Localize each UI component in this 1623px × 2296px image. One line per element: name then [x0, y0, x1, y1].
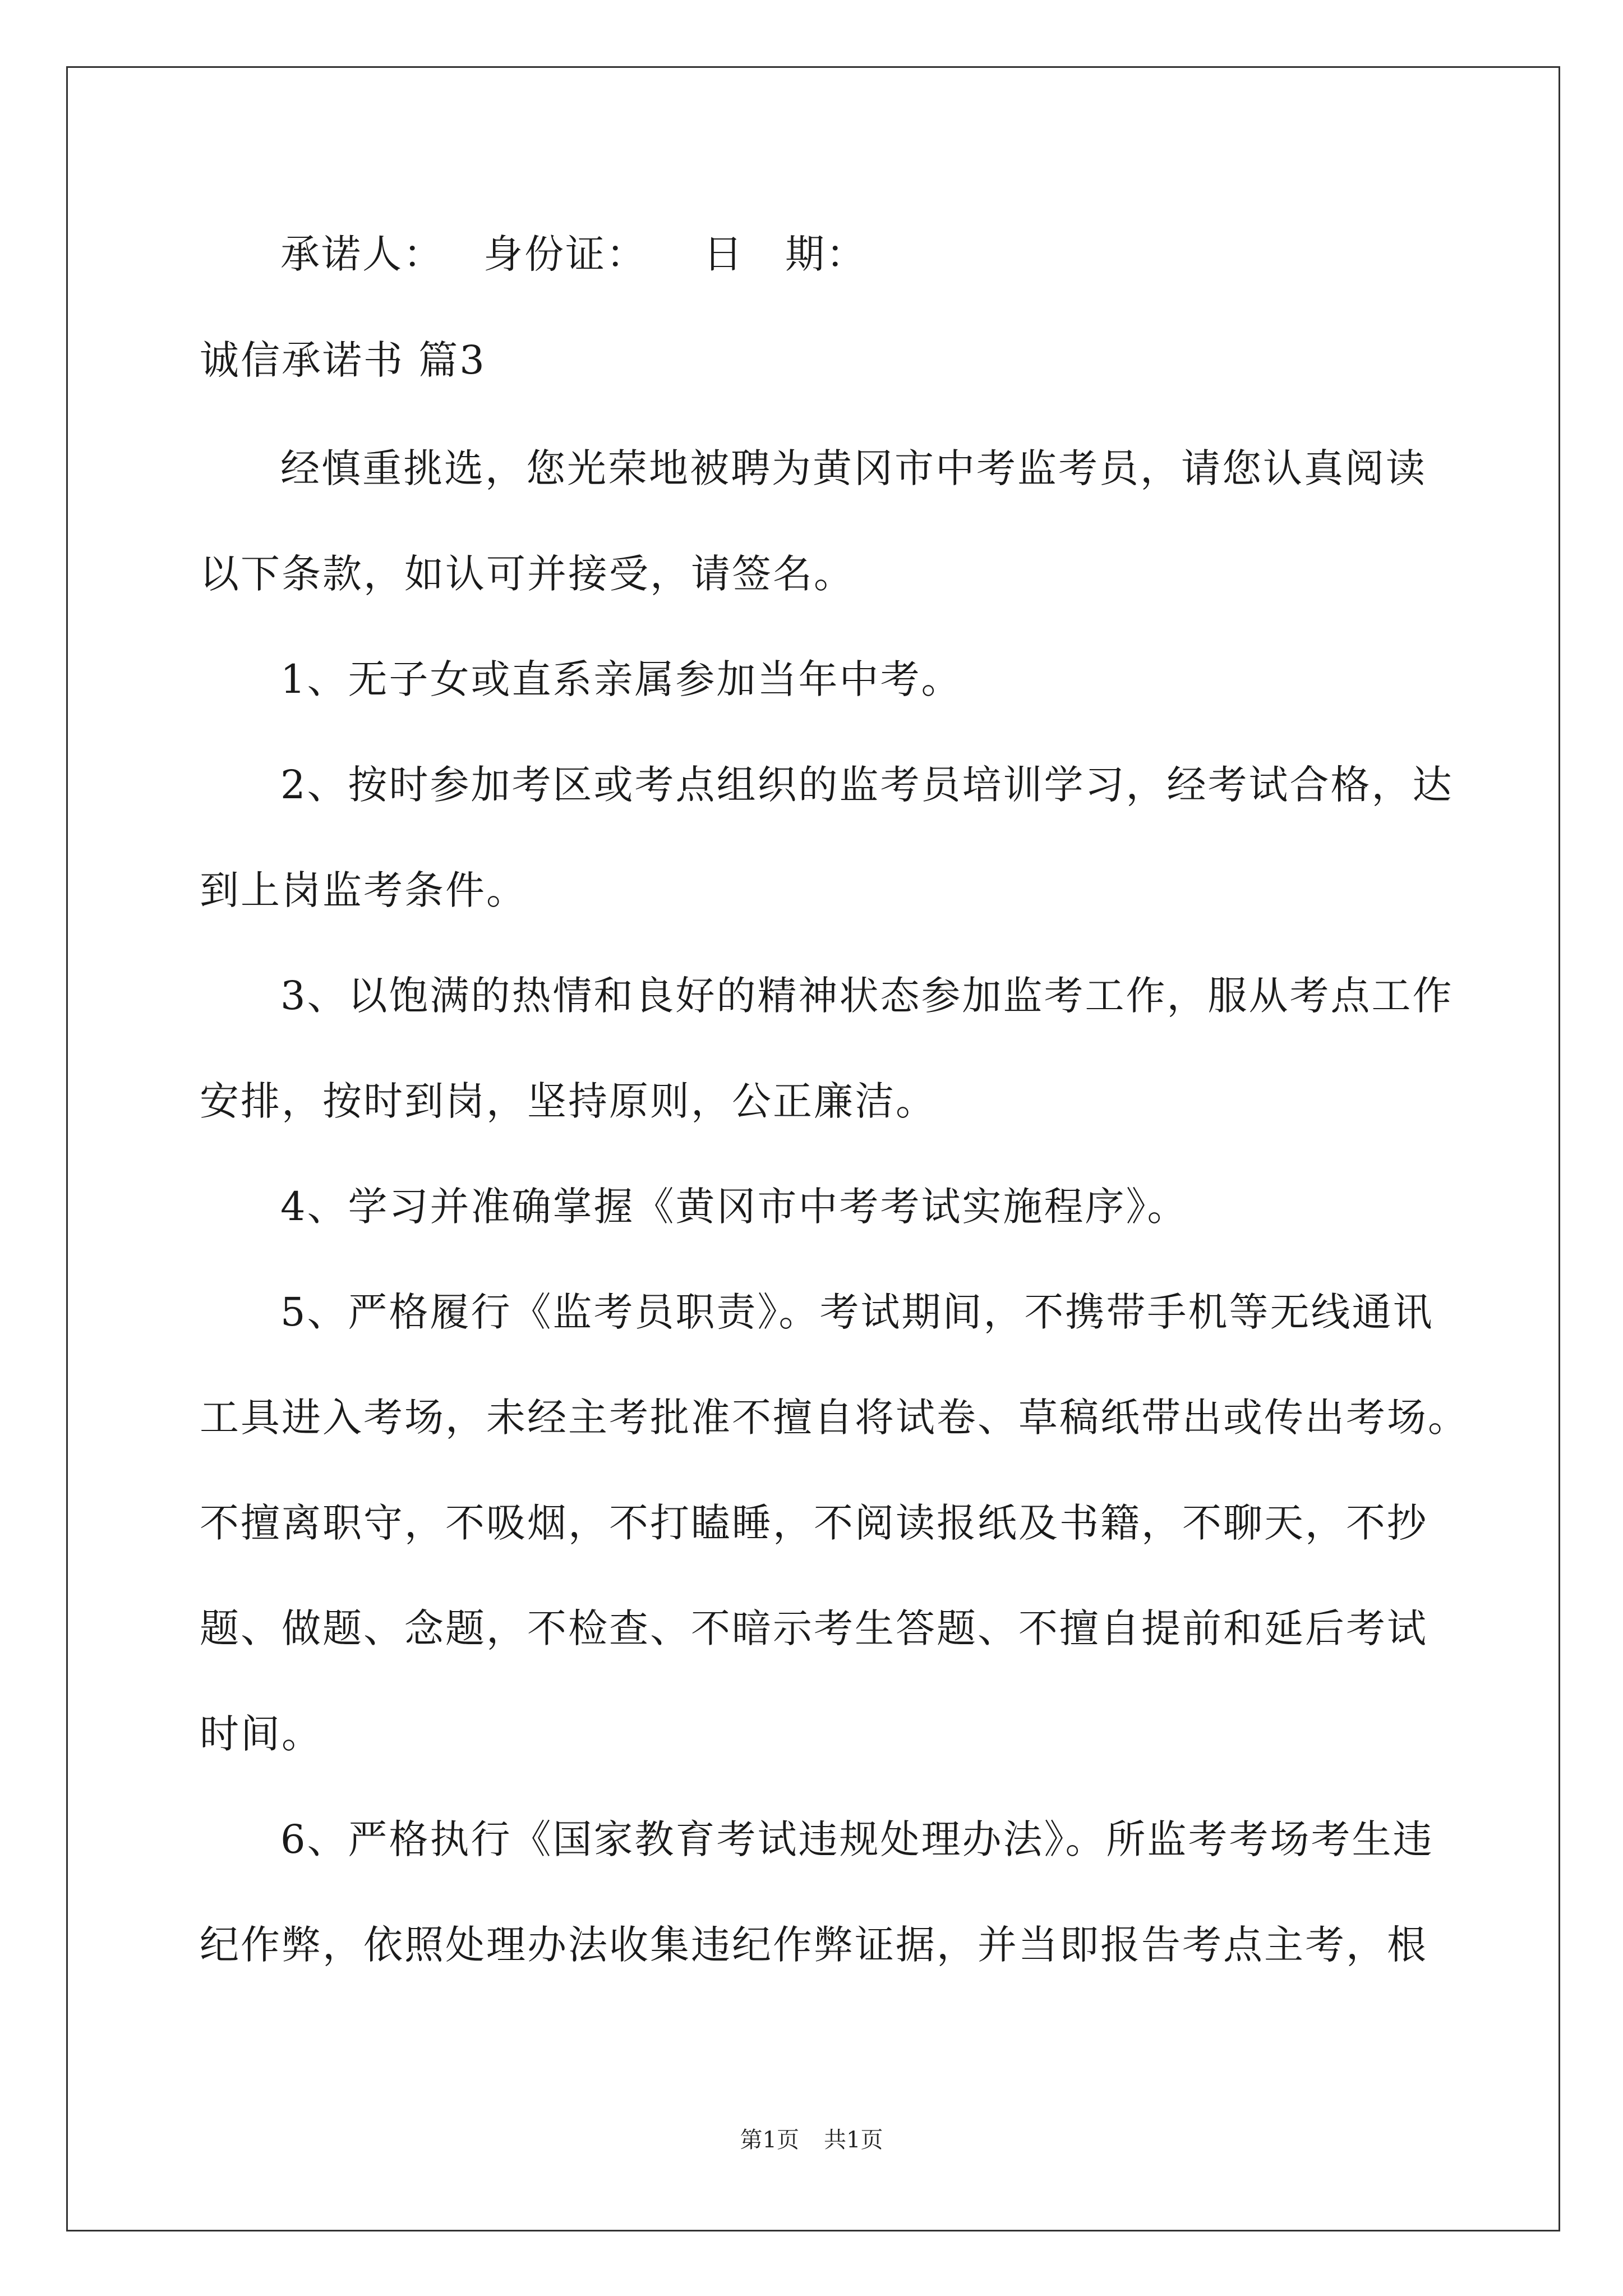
signature-line [280, 229, 867, 279]
clause-2-line-1: 2、按时参加考区或考点组织的监考员培训学习，经考试合格，达 [280, 762, 1454, 808]
paragraph-line: 以下条款，如认可并接受，请签名。 [200, 551, 855, 597]
id-card-label: 身份证： [483, 231, 647, 277]
page-border [66, 66, 1560, 2231]
clause-3-line-1: 3、以饱满的热情和良好的精神状态参加监考工作，服从考点工作 [280, 973, 1454, 1019]
paragraph-line: 经慎重挑选，您光荣地被聘为黄冈市中考监考员，请您认真阅读 [280, 445, 1427, 491]
page-current: 第1页 [740, 2127, 799, 2153]
page-total: 共1页 [824, 2127, 883, 2153]
clause-5-line-1: 5、严格履行《监考员职责》。考试期间，不携带手机等无线通讯 [280, 1289, 1434, 1335]
clause-5-line-4: 题、做题、念题，不检查、不暗示考生答题、不擅自提前和延后考试 [200, 1605, 1428, 1651]
clause-3-line-2: 安排，按时到岗，坚持原则，公正廉洁。 [200, 1078, 937, 1124]
clause-6-line-1: 6、严格执行《国家教育考试违规处理办法》。所监考考场考生违 [280, 1816, 1434, 1862]
clause-1: 1、无子女或直系亲属参加当年中考。 [280, 656, 962, 702]
clause-2-line-2: 到上岗监考条件。 [200, 867, 527, 913]
clause-4: 4、学习并准确掌握《黄冈市中考考试实施程序》。 [280, 1184, 1188, 1230]
date-label: 日 期： [703, 231, 867, 277]
section-title: 诚信承诺书 篇3 [200, 337, 486, 383]
promisor-label: 承诺人： [280, 231, 444, 277]
clause-5-line-2: 工具进入考场，未经主考批准不擅自将试卷、草稿纸带出或传出考场。 [200, 1395, 1469, 1441]
clause-5-line-3: 不擅离职守，不吸烟，不打瞌睡，不阅读报纸及书籍，不聊天，不抄 [200, 1500, 1428, 1546]
clause-6-line-2: 纪作弊，依照处理办法收集违纪作弊证据，并当即报告考点主考，根 [200, 1922, 1428, 1968]
page-footer [0, 2126, 1623, 2154]
clause-5-line-5: 时间。 [200, 1711, 322, 1757]
